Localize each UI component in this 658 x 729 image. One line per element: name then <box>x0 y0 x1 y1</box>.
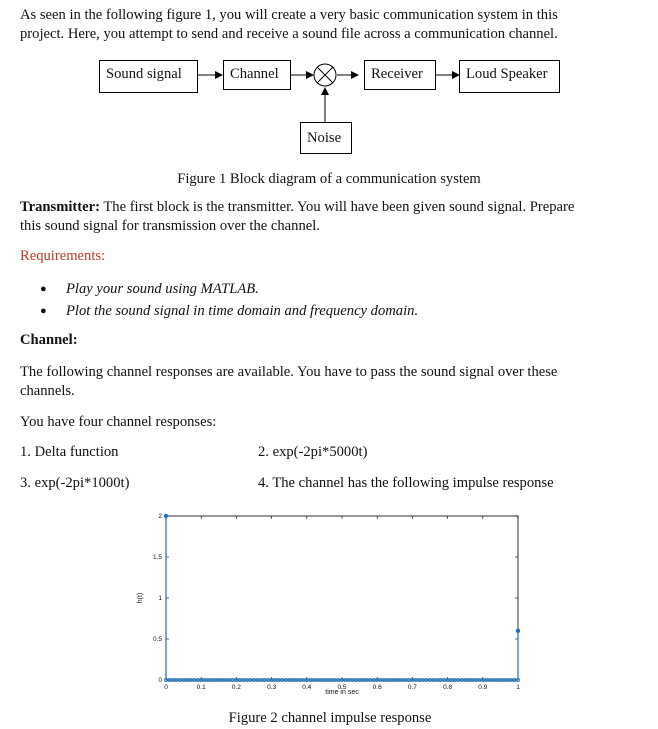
x-tick-label: 1 <box>516 684 520 691</box>
transmitter-text-1: The first block is the transmitter. You will have been given sound signal. Prepare <box>103 199 575 215</box>
x-tick-label: 0 <box>164 684 168 691</box>
x-axis-label: time in sec <box>325 689 359 696</box>
plot-area <box>166 516 518 680</box>
intro-line-2: project. Here, you attempt to send and receive a sound file across a communication channel. <box>20 26 558 42</box>
block-receiver-label: Receiver <box>371 66 423 82</box>
block-receiver <box>364 60 436 90</box>
x-tick-label: 0.7 <box>407 684 417 691</box>
block-channel-label: Channel <box>230 66 279 82</box>
response-3: 3. exp(-2pi*1000t) <box>20 475 130 491</box>
y-tick-label: 2 <box>158 513 162 520</box>
block-sound-signal-label: Sound signal <box>106 66 182 82</box>
y-tick-label: 1.5 <box>152 554 162 561</box>
transmitter-line-2: this sound signal for transmission over the channel. <box>20 218 320 234</box>
response-4: 4. The channel has the following impulse response <box>258 475 554 491</box>
channel-heading <box>20 332 78 349</box>
impulse-point <box>164 514 168 518</box>
block-noise <box>300 122 352 154</box>
channel-heading-text: Channel: <box>20 332 78 348</box>
transmitter-paragraph <box>20 198 642 236</box>
y-tick-label: 0.5 <box>152 636 162 643</box>
channel-line-1: The following channel responses are available. You have to pass the sound signal over these <box>20 364 558 380</box>
requirement-item: ● Play your sound using MATLAB. <box>38 278 418 300</box>
transmitter-heading: Transmitter: <box>20 199 100 215</box>
channel-line-2: channels. <box>20 383 75 399</box>
x-tick-label: 0.1 <box>196 684 206 691</box>
y-axis-label: h(t) <box>137 592 144 604</box>
x-tick-label: 0.3 <box>267 684 277 691</box>
x-tick-label: 0.8 <box>443 684 453 691</box>
block-loud-speaker-label: Loud Speaker <box>466 66 548 82</box>
channel-paragraph <box>20 363 642 401</box>
figure1-caption: Figure 1 Block diagram of a communication system <box>177 171 481 187</box>
requirements-list <box>38 278 418 322</box>
y-tick-labels <box>153 513 162 684</box>
x-tick-label: 0.6 <box>372 684 382 691</box>
x-tick-label: 0.9 <box>478 684 488 691</box>
requirements-heading: Requirements: <box>20 248 106 264</box>
x-tick-label: 0.5 <box>337 684 347 691</box>
y-tick-label: 0 <box>158 677 162 684</box>
block-noise-label: Noise <box>307 130 342 146</box>
four-responses-text: You have four channel responses: <box>20 414 217 430</box>
block-sound-signal <box>99 60 198 93</box>
transmitter-line-1 <box>20 198 642 217</box>
block-loud-speaker <box>459 60 560 93</box>
impulse-point <box>516 629 520 633</box>
response-1: 1. Delta function <box>20 444 119 460</box>
figure2-caption: Figure 2 channel impulse response <box>228 710 432 726</box>
x-tick-label: 0.2 <box>231 684 241 691</box>
block-channel <box>223 60 291 90</box>
response-2: 2. exp(-2pi*5000t) <box>258 444 368 460</box>
requirement-item: ● Plot the sound signal in time domain and frequency domain. <box>38 300 418 322</box>
y-tick-label: 1 <box>158 595 162 602</box>
x-tick-label: 0.4 <box>302 684 312 691</box>
intro-line-1: As seen in the following figure 1, you will create a very basic communication system in this <box>20 7 558 23</box>
multiplier-icon <box>314 64 336 86</box>
impulse-response-chart <box>130 505 530 705</box>
